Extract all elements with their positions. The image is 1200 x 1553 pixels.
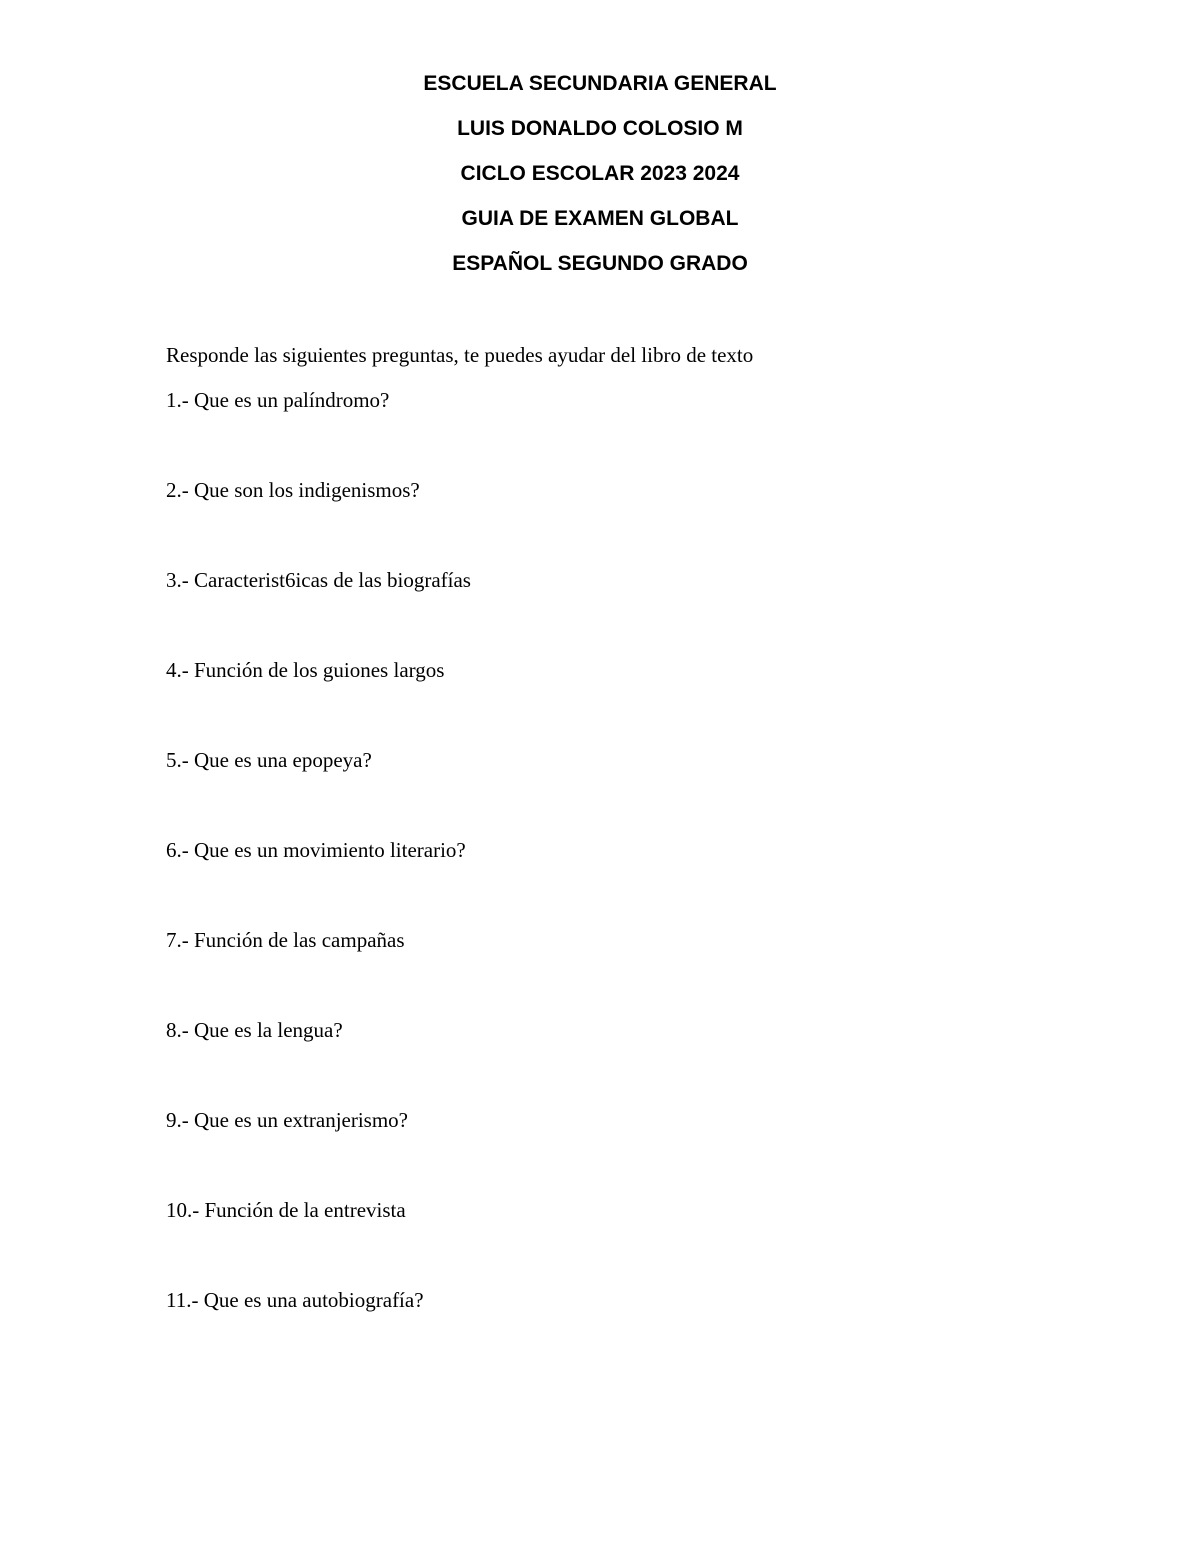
subject-grade: ESPAÑOL SEGUNDO GRADO bbox=[452, 252, 748, 275]
question-item: 7.- Función de las campañas bbox=[166, 928, 405, 952]
question-item: 5.- Que es una epopeya? bbox=[166, 748, 372, 772]
school-year: CICLO ESCOLAR 2023 2024 bbox=[460, 162, 740, 185]
question-item: 11.- Que es una autobiografía? bbox=[166, 1288, 424, 1312]
question-item: 9.- Que es un extranjerismo? bbox=[166, 1108, 409, 1132]
question-item: 6.- Que es un movimiento literario? bbox=[166, 838, 466, 862]
question-item: 10.- Función de la entrevista bbox=[166, 1198, 406, 1222]
question-item: 4.- Función de los guiones largos bbox=[166, 658, 445, 682]
school-namesake: LUIS DONALDO COLOSIO M bbox=[457, 117, 743, 140]
document-title: GUIA DE EXAMEN GLOBAL bbox=[461, 207, 739, 230]
question-item: 1.- Que es un palíndromo? bbox=[166, 388, 390, 412]
instructions: Responde las siguientes preguntas, te puedes ayudar del libro de texto bbox=[166, 343, 754, 367]
question-item: 3.- Caracterist6icas de las biografías bbox=[166, 568, 471, 592]
question-list bbox=[166, 382, 1066, 1372]
question-item: 2.- Que son los indigenismos? bbox=[166, 478, 420, 502]
document-header bbox=[0, 66, 1200, 291]
school-name: ESCUELA SECUNDARIA GENERAL bbox=[423, 72, 777, 95]
question-item: 8.- Que es la lengua? bbox=[166, 1018, 343, 1042]
document-body bbox=[166, 337, 1066, 1372]
